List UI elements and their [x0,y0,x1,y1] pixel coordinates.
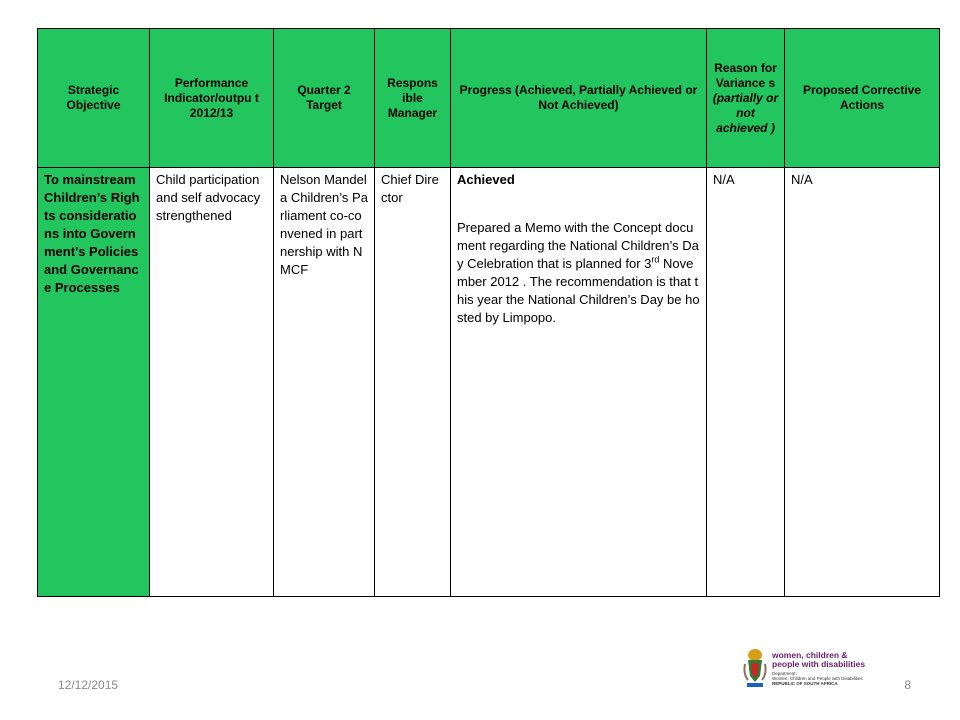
header-reason-variance [707,29,785,168]
logo-department-subtitle: Department: Women, Children and People with Disabilities [772,670,863,681]
logo-text [772,651,865,686]
header-reason-variance-italic: (partially or not achieved ) [712,90,779,135]
page-number: 8 [904,678,911,692]
header-reason-variance-text: Reason for Variance s [714,60,777,90]
coat-of-arms-icon [742,646,768,690]
cell-progress [451,168,707,597]
progress-detail-sup: rd [651,254,660,265]
table-header-row [38,29,940,168]
footer-date: 12/12/2015 [58,678,119,692]
cell-quarter2-target: Nelson Mandela Children’s Parliament co-convened in partnership with NMCF [274,168,375,597]
header-strategic-objective: Strategic Objective [38,29,150,168]
cell-responsible-manager: Chief Director [375,168,451,597]
cell-performance-indicator: Child participation and self advocacy strengthened [150,168,274,597]
cell-reason-variance: N/A [707,168,785,597]
progress-detail-text: Prepared a Memo with the Concept document regarding the National Children’s Day Celebration that is planned for 3 [457,220,699,271]
progress-status: Achieved [457,172,515,187]
progress-detail-text-end: November 2012 . The recommendation is that this year the National Children’s Day be hosted by Limpopo. [457,256,700,325]
cell-corrective-actions: N/A [785,168,940,597]
logo-country: REPUBLIC OF SOUTH AFRICA [772,680,838,686]
progress-detail [457,220,700,325]
logo-department-name: women, children & people with disabilities [772,649,866,669]
header-responsible-manager: Respons ible Manager [375,29,451,168]
cell-strategic-objective: To mainstream Children’s Rights considerations into Government’s Policies and Governance Processes [38,168,150,597]
header-corrective-actions: Proposed Corrective Actions [785,29,940,168]
department-logo [742,644,870,692]
header-performance-indicator: Performance Indicator/outpu t 2012/13 [150,29,274,168]
table-row [38,168,940,597]
header-quarter2-target: Quarter 2 Target [274,29,375,168]
header-progress: Progress (Achieved, Partially Achieved or Not Achieved) [451,29,707,168]
performance-table [37,28,940,597]
